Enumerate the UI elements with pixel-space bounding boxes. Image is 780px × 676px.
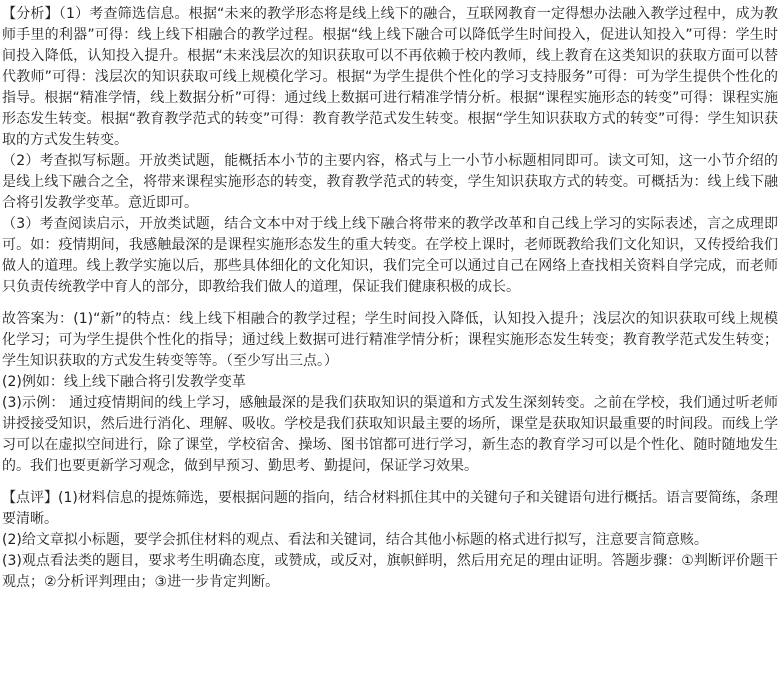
analysis-part-2: （2）考查拟写标题。开放类试题，能概括本小节的主要内容，格式与上一小节小标题相同即可。读文可知，这一小节介绍的是线上线下融合之全，将带来课程实施形态的转变，教育教学范式的转变，学生知识获取方式的转变。可概括为：线上线下融合将引发教学变革。意近即可。 [2, 153, 778, 211]
answer-section [2, 309, 778, 477]
comment-part-1: 【点评】(1)材料信息的提炼筛选，要根据问题的指向，结合材料抓住其中的关键句子和关键语句进行概括。语言要简练，条理要清晰。 [2, 490, 778, 527]
solution-document [2, 4, 778, 593]
section-gap [2, 477, 778, 488]
comment-part-2: (2)给文章拟小标题，要学会抓住材料的观点、看法和关键词，结合其他小标题的格式进行拟写，注意要言简意赅。 [2, 532, 708, 548]
analysis-part-1: 【分析】（1）考查筛选信息。根据“未来的教学形态将是线上线下的融合，互联网教育一定得想办法融入教学过程中，成为教师手里的利器”可得：线上线下相融合的教学过程。根据“线上线下融合可以降低学生时间投入，促进认知投入”可得：学生时间投入降低，认知投入提升。根据“未来浅层次的知识获取可以不再依赖于校内教师，线上教育在这类知识的获取方面可以替代教师”可得：浅层次的知识获取可线上规模化学习。根据“为学生提供个性化的学习支持服务”可得：可为学生提供个性化的指导。根据“精准学情，线上数据分析”可得：通过线上数据可进行精准学情分析。根据“课程实施形态的转变”可得：课程实施形态发生转变。根据“教育教学范式的转变”可得：教育教学范式发生转变。根据“学生知识获取方式的转变”可得：学生知识获取的方式发生转变。 [2, 6, 778, 148]
section-gap [2, 298, 778, 309]
answer-part-1: 故答案为：(1)“新”的特点：线上线下相融合的教学过程；学生时间投入降低，认知投入提升；浅层次的知识获取可线上规模化学习；可为学生提供个性化的指导；通过线上数据可进行精准学情分析；课程实施形态发生转变；教育教学范式发生转变；学生知识获取的方式发生转变等等。（至少写出三点。） [2, 311, 778, 369]
analysis-part-3: （3）考查阅读启示，开放类试题，结合文本中对于线上线下融合将带来的教学改革和自己线上学习的实际表述，言之成理即可。如：疫情期间，我感触最深的是课程实施形态发生的重大转变。在学校上课时，老师既教给我们文化知识，又传授给我们做人的道理。线上教学实施以后，那些具体细化的文化知识，我们完全可以通过自己在网络上查找相关资料自学完成，而老师只负责传统教学中育人的部分，即教给我们做人的道理，保证我们健康积极的成长。 [2, 216, 778, 295]
answer-part-2: (2)例如：线上线下融合将引发教学变革 [2, 374, 246, 390]
analysis-section [2, 4, 778, 298]
comment-part-3: (3)观点看法类的题目，要求考生明确态度，或赞成，或反对，旗帜鲜明，然后用充足的理由证明。答题步骤：①判断评价题干观点；②分析评判理由；③进一步肯定判断。 [2, 553, 778, 590]
comment-section [2, 488, 778, 593]
answer-part-3: (3)示例： 通过疫情期间的线上学习，感触最深的是我们获取知识的渠道和方式发生深刻转变。之前在学校，我们通过听老师讲授接受知识，然后进行消化、理解、吸收。学校是我们获取知识最主要的场所，课堂是获取知识最重要的时间段。而线上学习可以在虚拟空间进行，除了课堂，学校宿舍、操场、图书馆都可进行学习，新生态的教育学习可以是个性化、随时随地发生的。我们也要更新学习观念，做到早预习、勤思考、勤提问，保证学习效果。 [2, 395, 778, 474]
